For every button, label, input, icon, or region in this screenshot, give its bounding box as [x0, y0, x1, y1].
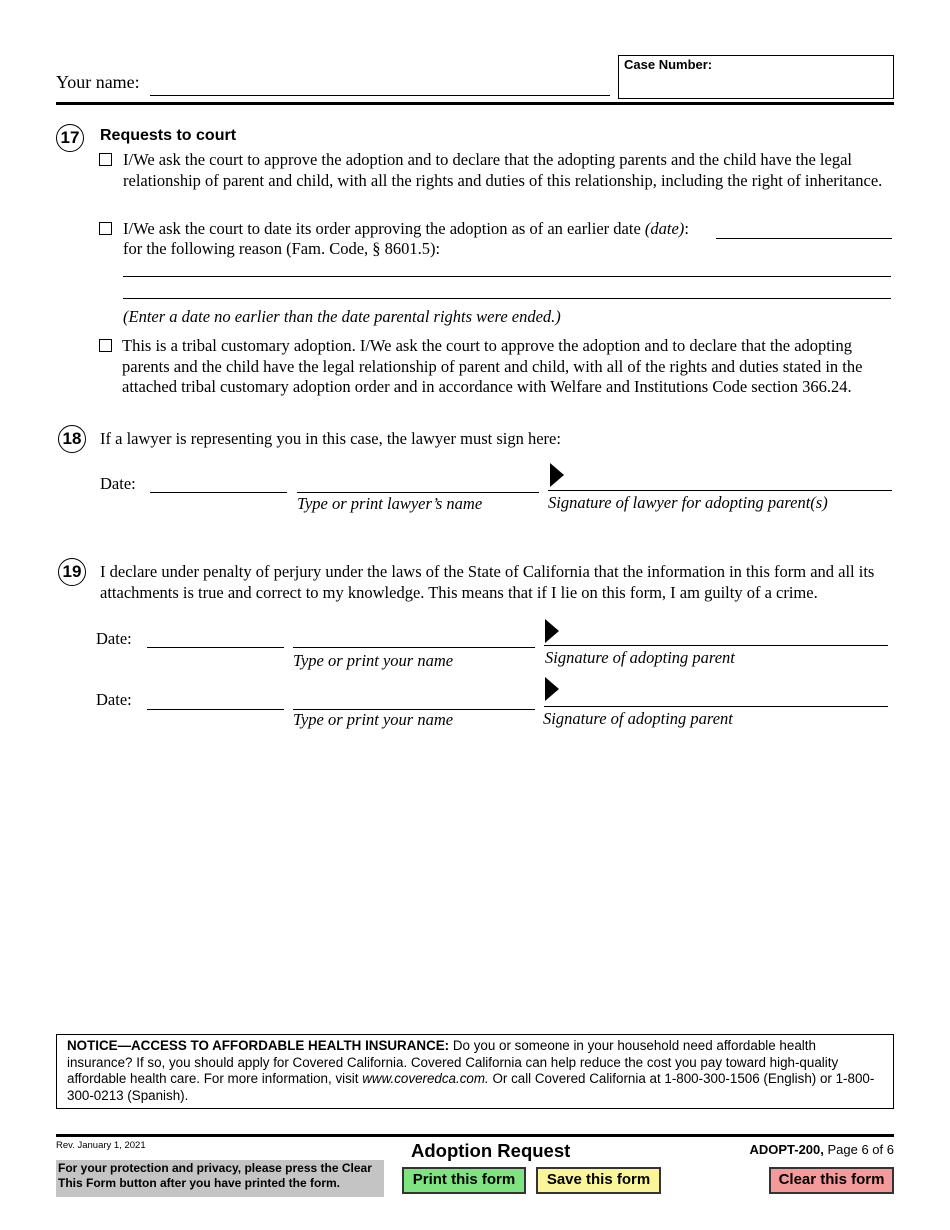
notice-body-1: Do you or someone in your household need affordable health insurance? If so, you should apply for Covered California. Covered California can help reduce the cost you pay toward high-quality affordable health care. For more information, visit [67, 1038, 839, 1086]
earlier-date-sentence: I/We ask the court to date its order approving the adoption as of an earlier date [123, 219, 641, 238]
lawyer-signature-arrow-icon [550, 463, 564, 487]
section-19-number: 19 [58, 558, 86, 586]
case-number-label: Case Number: [624, 57, 713, 72]
footer-rule [56, 1134, 894, 1137]
section-18-text: If a lawyer is representing you in this case, the lawyer must sign here: [100, 429, 561, 448]
earlier-date-reason-label: for the following reason (Fam. Code, § 8601.5): [123, 239, 441, 258]
tribal-adoption-checkbox[interactable] [99, 339, 112, 352]
lawyer-signature-caption: Signature of lawyer for adopting parent(s) [548, 493, 828, 512]
earlier-date-colon: : [684, 219, 689, 238]
form-title: Adoption Request [411, 1140, 571, 1161]
notice-url-link[interactable]: www.coveredca.com. [362, 1071, 489, 1086]
parent1-name-caption: Type or print your name [293, 651, 454, 670]
parent2-date-field[interactable] [147, 709, 284, 710]
earlier-date-field[interactable] [716, 238, 892, 239]
save-form-button[interactable]: Save this form [536, 1167, 661, 1194]
lawyer-signature-field[interactable] [548, 490, 892, 491]
parent1-signature-caption: Signature of adopting parent [545, 648, 735, 667]
notice-body-2: Or call Covered California at 1-800-300-1506 (English) or 1-800-300-0213 (Spanish). [67, 1071, 875, 1103]
tribal-adoption-text: This is a tribal customary adoption. I/We ask the court to approve the adoption and to declare that the adopting parents and the child have the legal relationship of parent and child, with all of the rights and duties stated in the attached tribal customary adoption order and in accordance with Welfare and Institutions Code section 366.24. [122, 336, 863, 396]
parent1-date-field[interactable] [147, 647, 284, 648]
your-name-label: Your name: [56, 72, 140, 92]
section-17-number: 17 [56, 124, 84, 152]
earlier-date-date-label: (date) [644, 219, 685, 238]
approve-adoption-text: I/We ask the court to approve the adoption and to declare that the adopting parents and the child have the legal relationship of parent and child, with all the rights and duties of this relationship, including the right of inheritance. [123, 150, 883, 190]
earlier-date-note: (Enter a date no earlier than the date parental rights were ended.) [123, 307, 561, 326]
parent2-signature-field[interactable] [544, 706, 888, 707]
lawyer-name-caption: Type or print lawyer’s name [297, 494, 483, 513]
section-19-text: I declare under penalty of perjury under the laws of the State of California that the information in this form and all its attachments is true and correct to my knowledge. This means that if I lie on this form, I am guilty of a crime. [100, 562, 875, 602]
print-form-button[interactable]: Print this form [402, 1167, 526, 1194]
parent1-signature-field[interactable] [544, 645, 888, 646]
privacy-note: For your protection and privacy, please press the Clear This Form button after you have printed the form. [56, 1160, 384, 1197]
parent1-date-label: Date: [96, 629, 132, 648]
parent1-name-field[interactable] [293, 647, 535, 648]
revision-date: Rev. January 1, 2021 [56, 1140, 146, 1151]
reason-line-1[interactable] [123, 276, 891, 277]
parent2-signature-arrow-icon [545, 677, 559, 701]
form-id-code: ADOPT-200, [749, 1142, 824, 1157]
clear-form-button[interactable]: Clear this form [769, 1167, 894, 1194]
parent2-date-label: Date: [96, 690, 132, 709]
approve-adoption-checkbox[interactable] [99, 153, 112, 166]
parent1-signature-arrow-icon [545, 619, 559, 643]
lawyer-date-label: Date: [100, 474, 136, 493]
section-18-number: 18 [58, 425, 86, 453]
page-number: Page 6 of 6 [823, 1142, 894, 1157]
earlier-date-text [123, 219, 689, 240]
header-rule [56, 102, 894, 105]
lawyer-date-field[interactable] [150, 492, 287, 493]
notice-heading: NOTICE—ACCESS TO AFFORDABLE HEALTH INSURANCE: [67, 1038, 450, 1053]
health-insurance-notice [56, 1034, 894, 1109]
earlier-date-checkbox[interactable] [99, 222, 112, 235]
section-17-title: Requests to court [100, 127, 237, 144]
lawyer-name-field[interactable] [297, 492, 539, 493]
parent2-name-caption: Type or print your name [293, 710, 454, 729]
reason-line-2[interactable] [123, 298, 891, 299]
form-id [749, 1142, 894, 1157]
case-number-box[interactable] [618, 55, 894, 99]
parent2-signature-caption: Signature of adopting parent [543, 709, 733, 728]
your-name-field[interactable] [150, 95, 610, 96]
